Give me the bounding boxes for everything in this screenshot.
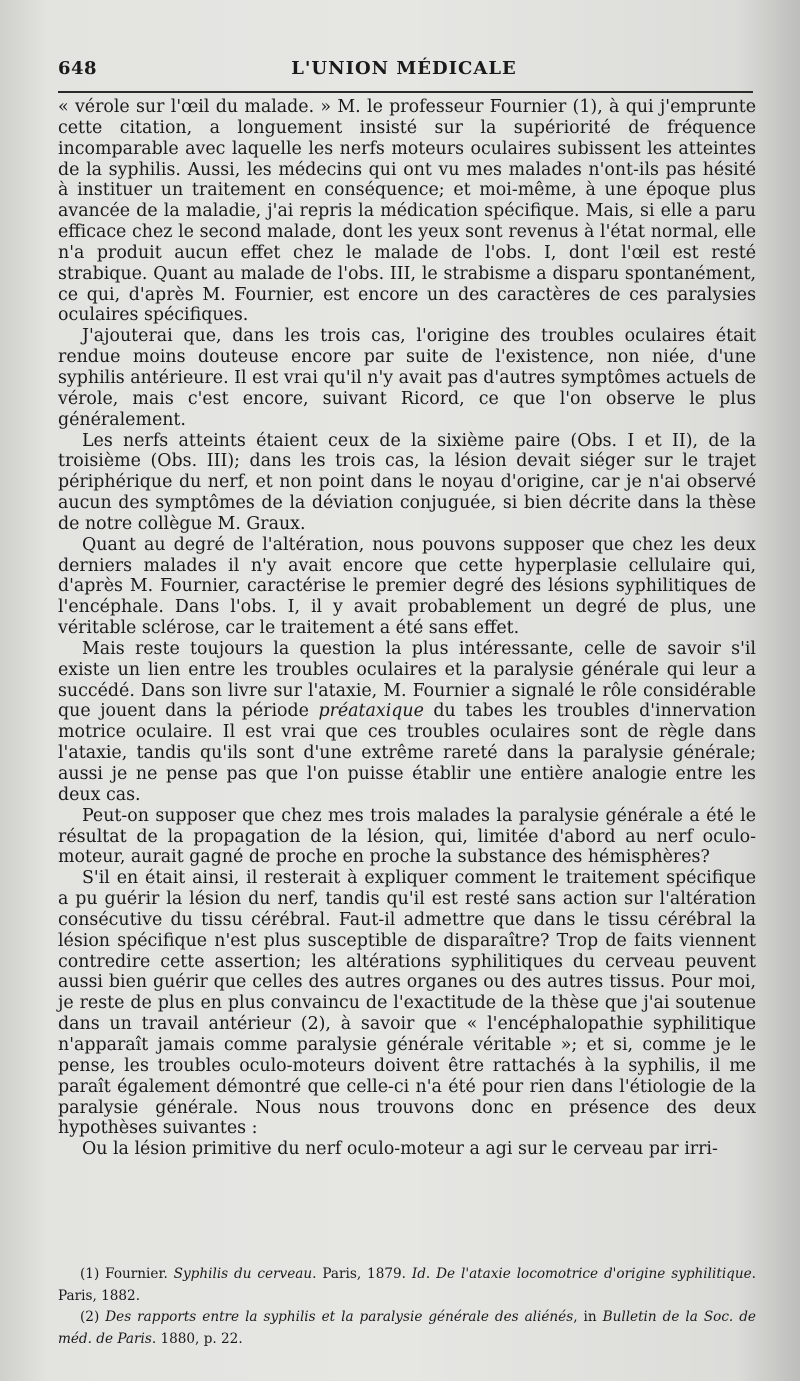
journal-title: L'UNION MÉDICALE <box>291 58 517 79</box>
paragraph: Quant au degré de l'altération, nous pouvons supposer que chez les deux derniers malades il n'y avait encore que cette hyperplasie cellulaire qui, d'après M. Fournier, caractérise le premier degré des lésions syphilitiques de l'encéphale. Dans l'obs. I, il y avait probablement un degré de plus, une véritable sclérose, car le traitement a été sans effet. <box>58 534 756 639</box>
paragraph <box>58 639 756 806</box>
footnote-text: , in <box>573 1309 603 1325</box>
paragraph: Les nerfs atteints étaient ceux de la sixième paire (Obs. I et II), de la troisième (Obs. III); dans les trois cas, la lésion devait siéger sur le trajet périphérique du nerf, et non point dans le noyau d'origine, car je n'ai observé aucun des symptômes de la déviation conjuguée, si bien décrite dans la thèse de notre collègue M. Graux. <box>58 430 756 534</box>
paragraph: S'il en était ainsi, il resterait à expliquer comment le traitement spécifique a pu guérir la lésion du nerf, tandis qu'il est resté sans action sur l'altération consécutive du tissu cérébral. Faut-il admettre que dans le tissu cérébral la lésion spécifique n'est plus susceptible de disparaître? Trop de faits viennent contredire cette assertion; les altérations syphilitiques du cerveau peuvent aussi bien guérir que celles des autres organes ou des autres tissus. Pour moi, je reste de plus en plus convaincu de l'exactitude de la thèse que j'ai soutenue dans un travail antérieur (2), à savoir que « l'encéphalopathie syphilitique n'apparaît jamais comme paralysie générale véritable »; et si, comme je le pense, les troubles oculo-moteurs doivent être rattachés à la syphilis, il me paraît également démontré que celle-ci n'a été pour rien dans l'étiologie de la paralysie générale. Nous nous trouvons donc en présence des deux hypothèses suivantes : <box>58 868 756 1139</box>
footnote-marker: (2) <box>80 1309 100 1325</box>
footnote-italic: Bulletin de la Soc. de méd. de Paris <box>58 1309 756 1347</box>
paragraph: J'ajouterai que, dans les trois cas, l'origine des troubles oculaires était rendue moins douteuse encore par suite de l'existence, non niée, d'une syphilis antérieure. Il est vrai qu'il n'y avait pas d'autres symptômes actuels de vérole, mais c'est encore, suivant Ricord, ce que l'on observe le plus généralement. <box>58 326 756 430</box>
header-rule <box>58 91 753 93</box>
paragraph-text: du tabes les troubles d'innervation motrice oculaire. Il est vrai que ces troubles oculaires sont de règle dans l'ataxie, tandis qu'ils sont d'une extrême rareté dans la paralysie générale; aussi je ne pense pas que l'on puisse établir une entière analogie entre les deux cas. <box>58 701 757 805</box>
footnote-italic: Des rapports entre la syphilis et la paralysie générale des aliénés <box>99 1309 574 1325</box>
footnote <box>58 1307 756 1350</box>
footnote-text: . Paris, 1882. <box>58 1266 756 1304</box>
paragraph: Ou la lésion primitive du nerf oculo-moteur a agi sur le cerveau par irri- <box>82 1139 718 1160</box>
paragraph: « vérole sur l'œil du malade. » M. le professeur Fournier (1), à qui j'emprunte cette citation, a longuement insisté sur la supériorité de fréquence incomparable avec laquelle les nerfs moteurs oculaires subissent les atteintes de la syphilis. Aussi, les médecins qui ont vu mes malades n'ont-ils pas hésité à instituer un traitement en conséquence; et moi-même, à une époque plus avancée de la maladie, j'ai repris la médication spécifique. Mais, si elle a paru efficace chez le second malade, dont les yeux sont revenus à l'état normal, elle n'a produit aucun effet chez le malade de l'obs. I, dont l'œil est resté strabique. Quant au malade de l'obs. III, le strabisme a disparu spontanément, ce qui, d'après M. Fournier, est encore un des caractères de ces paralysies oculaires spécifiques. <box>58 97 756 326</box>
paragraph-text: Mais reste toujours la question la plus intéressante, celle de savoir s'il existe un lien entre les troubles oculaires et la paralysie générale qui leur a succédé. Dans son livre sur l'ataxie, M. Fournier a signalé le rôle considérable que jouent dans la période <box>58 638 756 722</box>
footnote-text: . 1880, p. 22. <box>151 1330 243 1347</box>
footnote-text: . Paris, 1879. <box>312 1266 412 1282</box>
footnote-italic: Id. De l'ataxie locomotrice d'origine syphilitique <box>411 1266 752 1282</box>
page-number: 648 <box>58 58 98 79</box>
italic-term: préataxique <box>318 701 424 722</box>
footnote <box>58 1264 756 1307</box>
footnote-italic: Syphilis du cerveau <box>173 1266 313 1282</box>
footnotes <box>58 1264 756 1350</box>
article-body <box>58 97 756 1160</box>
paragraph: Peut-on supposer que chez mes trois malades la paralysie générale a été le résultat de la propagation de la lésion, qui, limitée d'abord au nerf oculo-moteur, aurait gagné de proche en proche la substance des hémisphères? <box>58 805 756 868</box>
footnote-text: Fournier. <box>99 1266 174 1282</box>
footnote-marker: (1) <box>80 1266 100 1282</box>
running-header <box>58 58 750 90</box>
